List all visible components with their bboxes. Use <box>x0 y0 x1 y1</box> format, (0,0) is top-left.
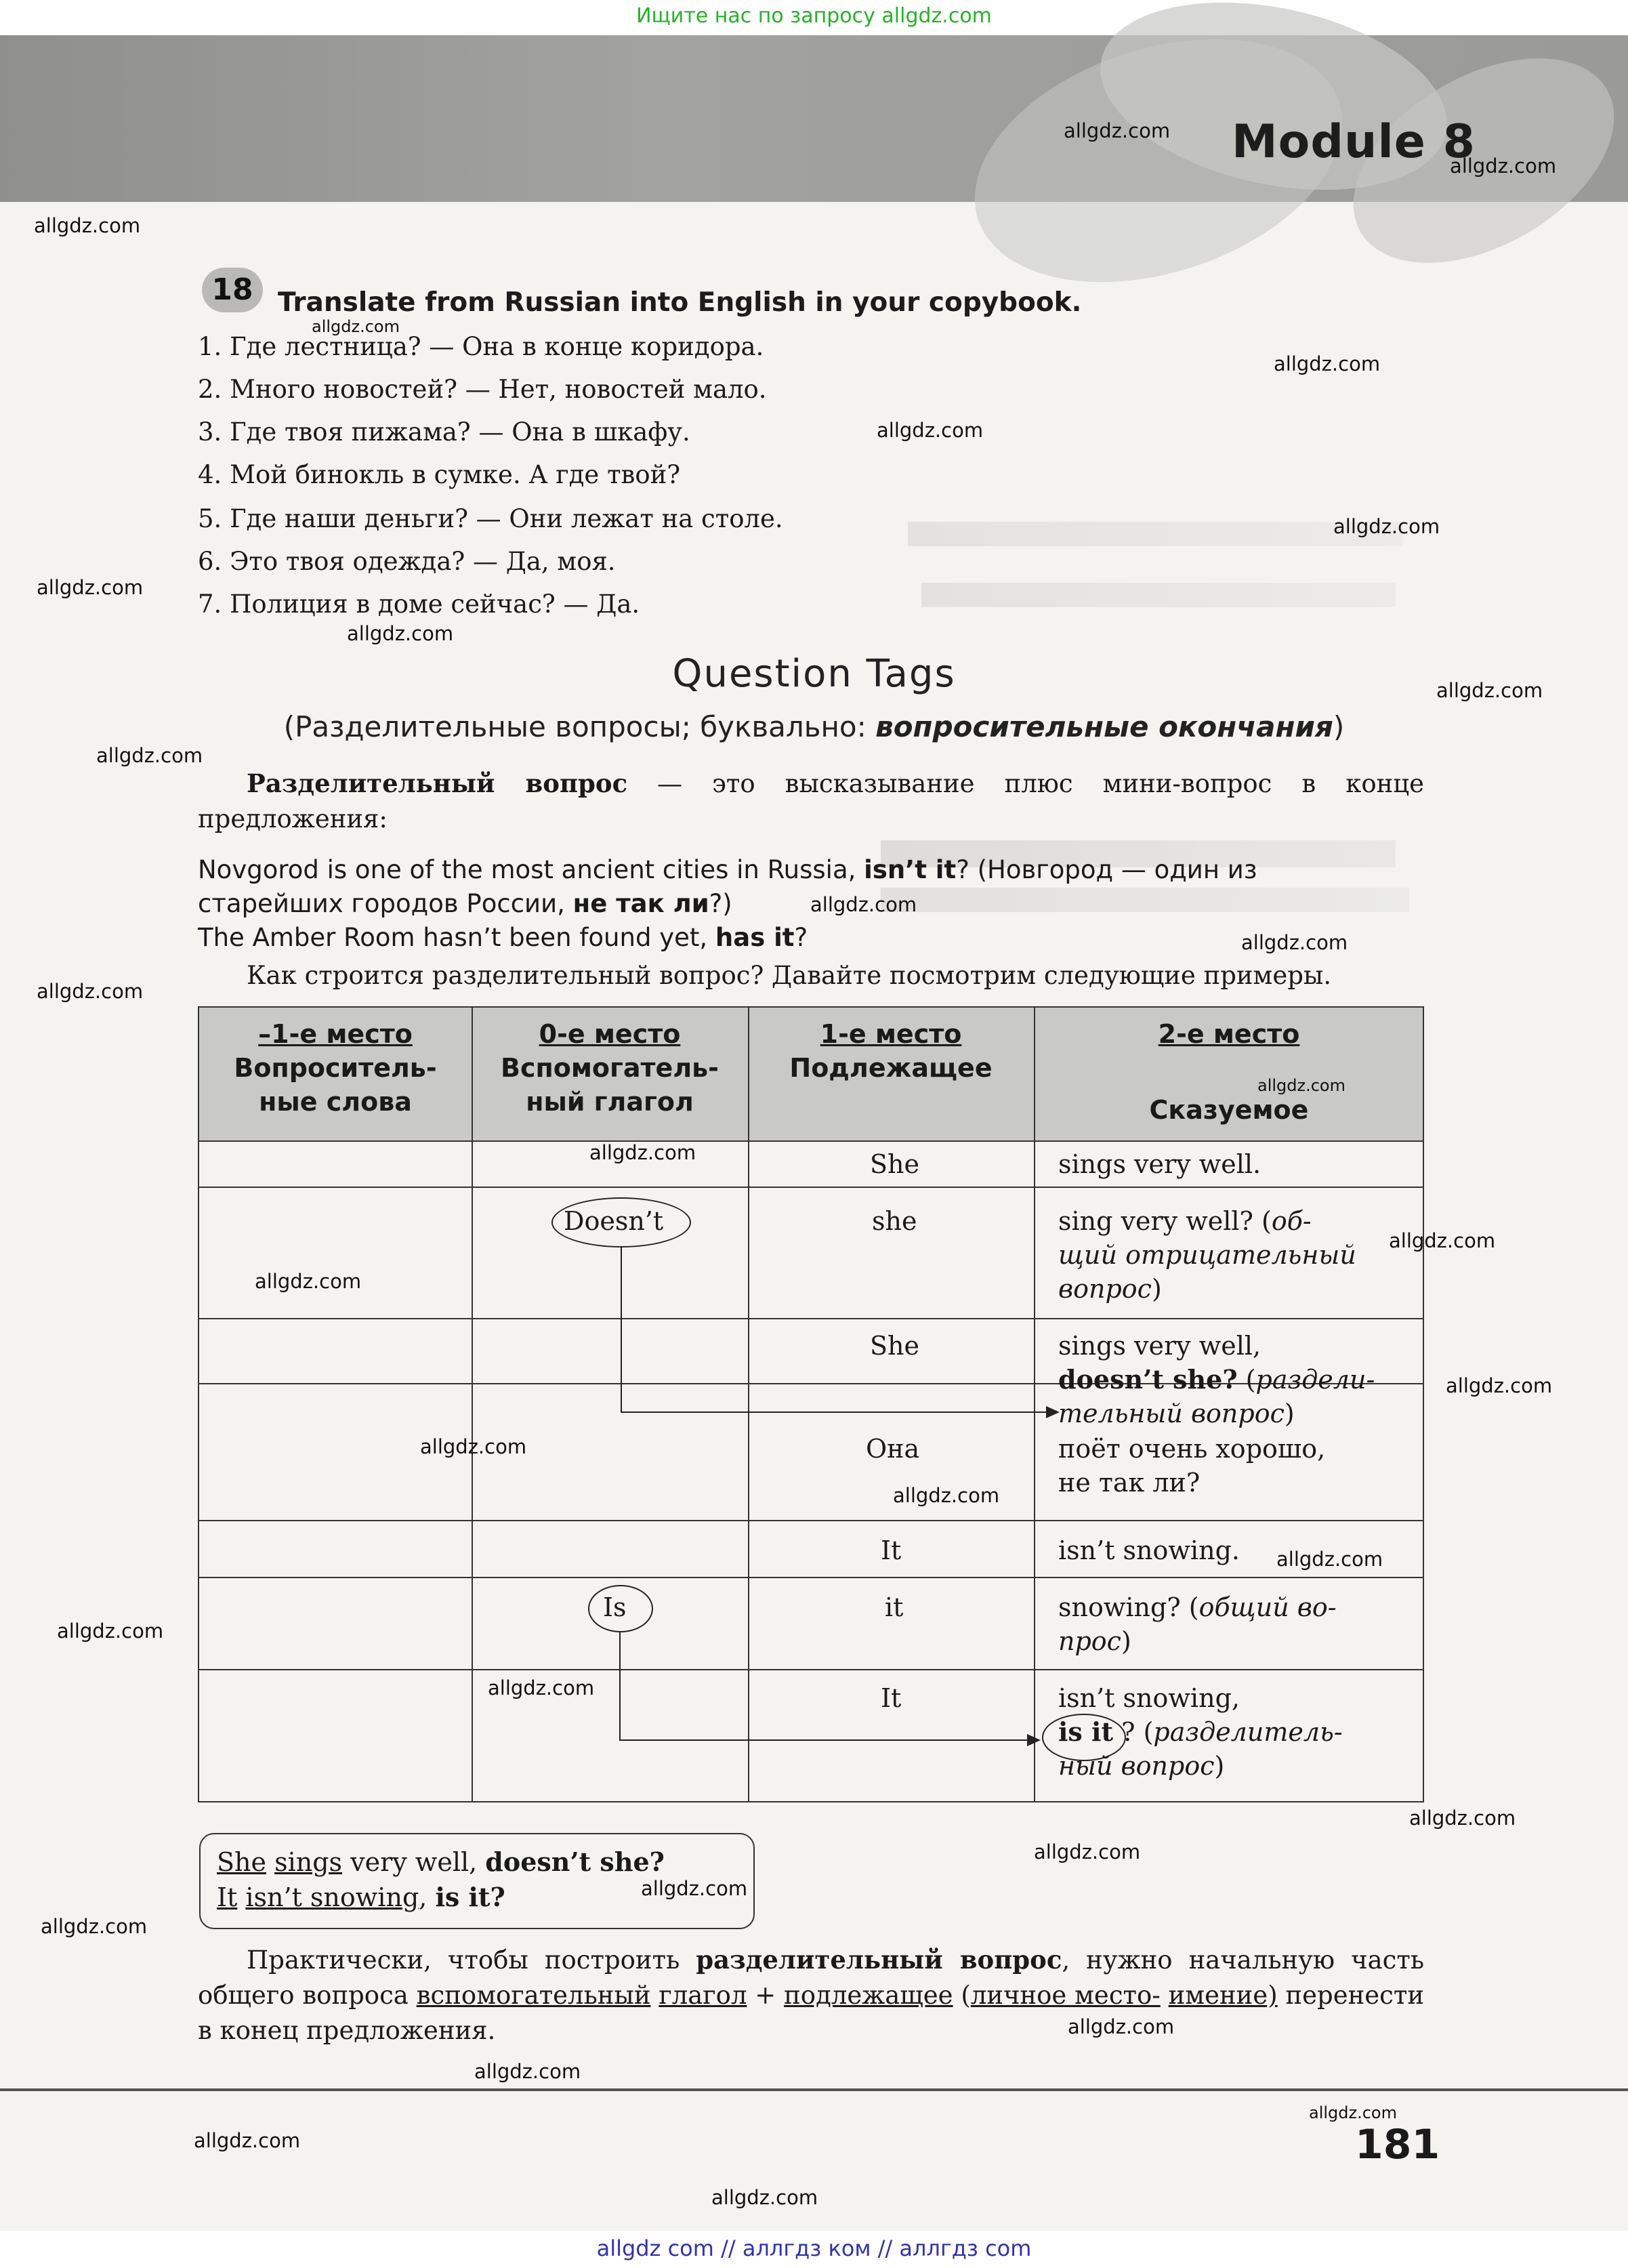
row-subject: It <box>881 1683 902 1713</box>
question-tags-table <box>198 1006 1424 1802</box>
watermark: allgdz.com <box>488 1676 595 1699</box>
module-title: Module 8 <box>1232 115 1476 169</box>
watermark: allgdz.com <box>1274 352 1381 375</box>
exercise-item: 6. Это твоя одежда? — Да, моя. <box>198 547 616 576</box>
watermark: allgdz.com <box>1276 1548 1383 1571</box>
note-line-1: She sings very well, doesn’t she? <box>217 1847 665 1877</box>
section-subtitle: (Разделительные вопросы; буквально: вопросительные окончания) <box>283 710 1345 743</box>
example-line-1: Novgorod is one of the most ancient cities in Russia, isn’t it? (Новгород — один из <box>198 855 1257 884</box>
watermark: allgdz.com <box>1034 1840 1141 1863</box>
watermark: allgdz.com <box>893 1484 1000 1507</box>
watermark: allgdz.com <box>1446 1374 1553 1397</box>
connector-line <box>619 1632 621 1741</box>
connector-line <box>619 1739 1028 1741</box>
intro-question: Как строится разделительный вопрос? Давайте посмотрим следующие примеры. <box>247 961 1332 990</box>
watermark: allgdz.com <box>641 1877 748 1900</box>
exercise-item: 4. Мой бинокль в сумке. А где твой? <box>198 460 681 489</box>
connector-line <box>621 1248 622 1413</box>
watermark: allgdz.com <box>34 214 141 237</box>
exercise-item: 3. Где твоя пижама? — Она в шкафу. <box>198 417 690 447</box>
row-predicate: sing very well? (об- щий отрицательный вопрос) <box>1058 1206 1356 1304</box>
watermark: allgdz.com <box>41 1915 148 1938</box>
row-predicate: snowing? (общий во- прос) <box>1058 1592 1337 1656</box>
row-predicate: поёт очень хорошо, не так ли? <box>1058 1434 1326 1498</box>
header-col-3: 1-е место Подлежащее <box>789 1019 993 1083</box>
bottom-banner: allgdz com // аллгдз ком // аллгдз com <box>0 2231 1628 2268</box>
watermark: allgdz.com <box>96 744 203 767</box>
watermark: allgdz.com <box>1436 679 1543 702</box>
exercise-item: 5. Где наши деньги? — Они лежат на столе. <box>198 504 783 533</box>
row-subject: she <box>872 1206 917 1236</box>
watermark: allgdz.com <box>57 1620 164 1643</box>
watermark: allgdz.com <box>1257 1076 1345 1095</box>
row-subject: it <box>885 1592 904 1622</box>
header-col-2: 0-е место Вспомогатель- ный глагол <box>501 1019 719 1117</box>
row-predicate: sings very well. <box>1058 1149 1261 1179</box>
ghost-text <box>881 888 1409 912</box>
watermark: allgdz.com <box>347 622 454 645</box>
exercise-item: 1. Где лестница? — Она в конце коридора. <box>198 332 764 361</box>
table-row-divider <box>199 1318 1423 1319</box>
definition-paragraph: Разделительный вопрос — это высказывание плюс мини-вопрос в конце предложения: <box>198 768 1424 833</box>
example-line-2: старейших городов России, не так ли?) <box>198 889 732 918</box>
arrow-head-icon <box>1046 1406 1060 1418</box>
row-aux-verb: Doesn’t <box>564 1206 664 1236</box>
page-number: 181 <box>1355 2121 1440 2168</box>
watermark: allgdz.com <box>1068 2015 1175 2038</box>
header-col-4: 2-е место Сказуемое <box>1149 1019 1309 1125</box>
table-divider <box>748 1008 749 1801</box>
row-subject: Она <box>866 1434 920 1464</box>
ghost-text <box>921 583 1396 607</box>
watermark: allgdz.com <box>194 2129 301 2152</box>
table-divider <box>472 1008 473 1801</box>
arrow-head-icon <box>1027 1734 1041 1746</box>
top-banner: Ищите нас по запросу allgdz.com <box>0 0 1628 35</box>
exercise-item: 2. Много новостей? — Нет, новостей мало. <box>198 375 767 404</box>
watermark: allgdz.com <box>1450 154 1557 178</box>
row-predicate: isn’t snowing. <box>1058 1535 1240 1565</box>
table-row-divider <box>199 1187 1423 1188</box>
exercise-item: 7. Полиция в доме сейчас? — Да. <box>198 590 640 619</box>
table-row-divider <box>199 1520 1423 1521</box>
row-aux-verb: Is <box>603 1592 627 1622</box>
connector-line <box>621 1411 1047 1413</box>
conclusion-paragraph: Практически, чтобы построить разделительный вопрос, нужно начальную часть общего вопроса вспомогательный глагол + подлежащее (личное место- имение) перенести в конец предложения. <box>198 1945 1425 2045</box>
table-row-divider <box>199 1669 1423 1670</box>
row-subject: She <box>870 1331 919 1361</box>
footer-rule <box>0 2088 1628 2091</box>
watermark: allgdz.com <box>474 2060 581 2083</box>
watermark: allgdz.com <box>877 419 984 442</box>
watermark: allgdz.com <box>1309 2103 1397 2122</box>
watermark: allgdz.com <box>1409 1807 1516 1830</box>
exercise-title: Translate from Russian into English in your copybook. <box>278 287 1082 318</box>
watermark: allgdz.com <box>1389 1229 1496 1252</box>
watermark: allgdz.com <box>1241 931 1348 954</box>
watermark: allgdz.com <box>37 980 144 1003</box>
exercise-number: 18 <box>202 268 263 312</box>
table-row-divider <box>199 1577 1423 1578</box>
watermark: allgdz.com <box>589 1141 696 1164</box>
watermark: allgdz.com <box>255 1270 362 1293</box>
watermark: allgdz.com <box>1064 119 1171 142</box>
watermark: allgdz.com <box>420 1435 527 1458</box>
row-subject: She <box>870 1149 919 1179</box>
row-predicate: isn’t snowing, is it ? (разделитель- ный вопрос) <box>1058 1683 1343 1781</box>
watermark: allgdz.com <box>711 2186 818 2209</box>
watermark: allgdz.com <box>1333 515 1440 538</box>
row-predicate: sings very well, doesn’t she? (раздели- тельный вопрос) <box>1058 1331 1375 1428</box>
ghost-text <box>908 522 1402 546</box>
section-title: Question Tags <box>672 652 956 696</box>
note-line-2: It isn’t snowing, is it? <box>217 1882 505 1912</box>
example-line-3: The Amber Room hasn’t been found yet, has it? <box>198 923 808 952</box>
watermark: allgdz.com <box>37 576 144 599</box>
watermark: allgdz.com <box>810 893 917 916</box>
row-subject: It <box>881 1535 902 1565</box>
watermark: allgdz.com <box>312 317 400 336</box>
header-col-1: –1-е место Вопроситель- ные слова <box>234 1019 437 1117</box>
